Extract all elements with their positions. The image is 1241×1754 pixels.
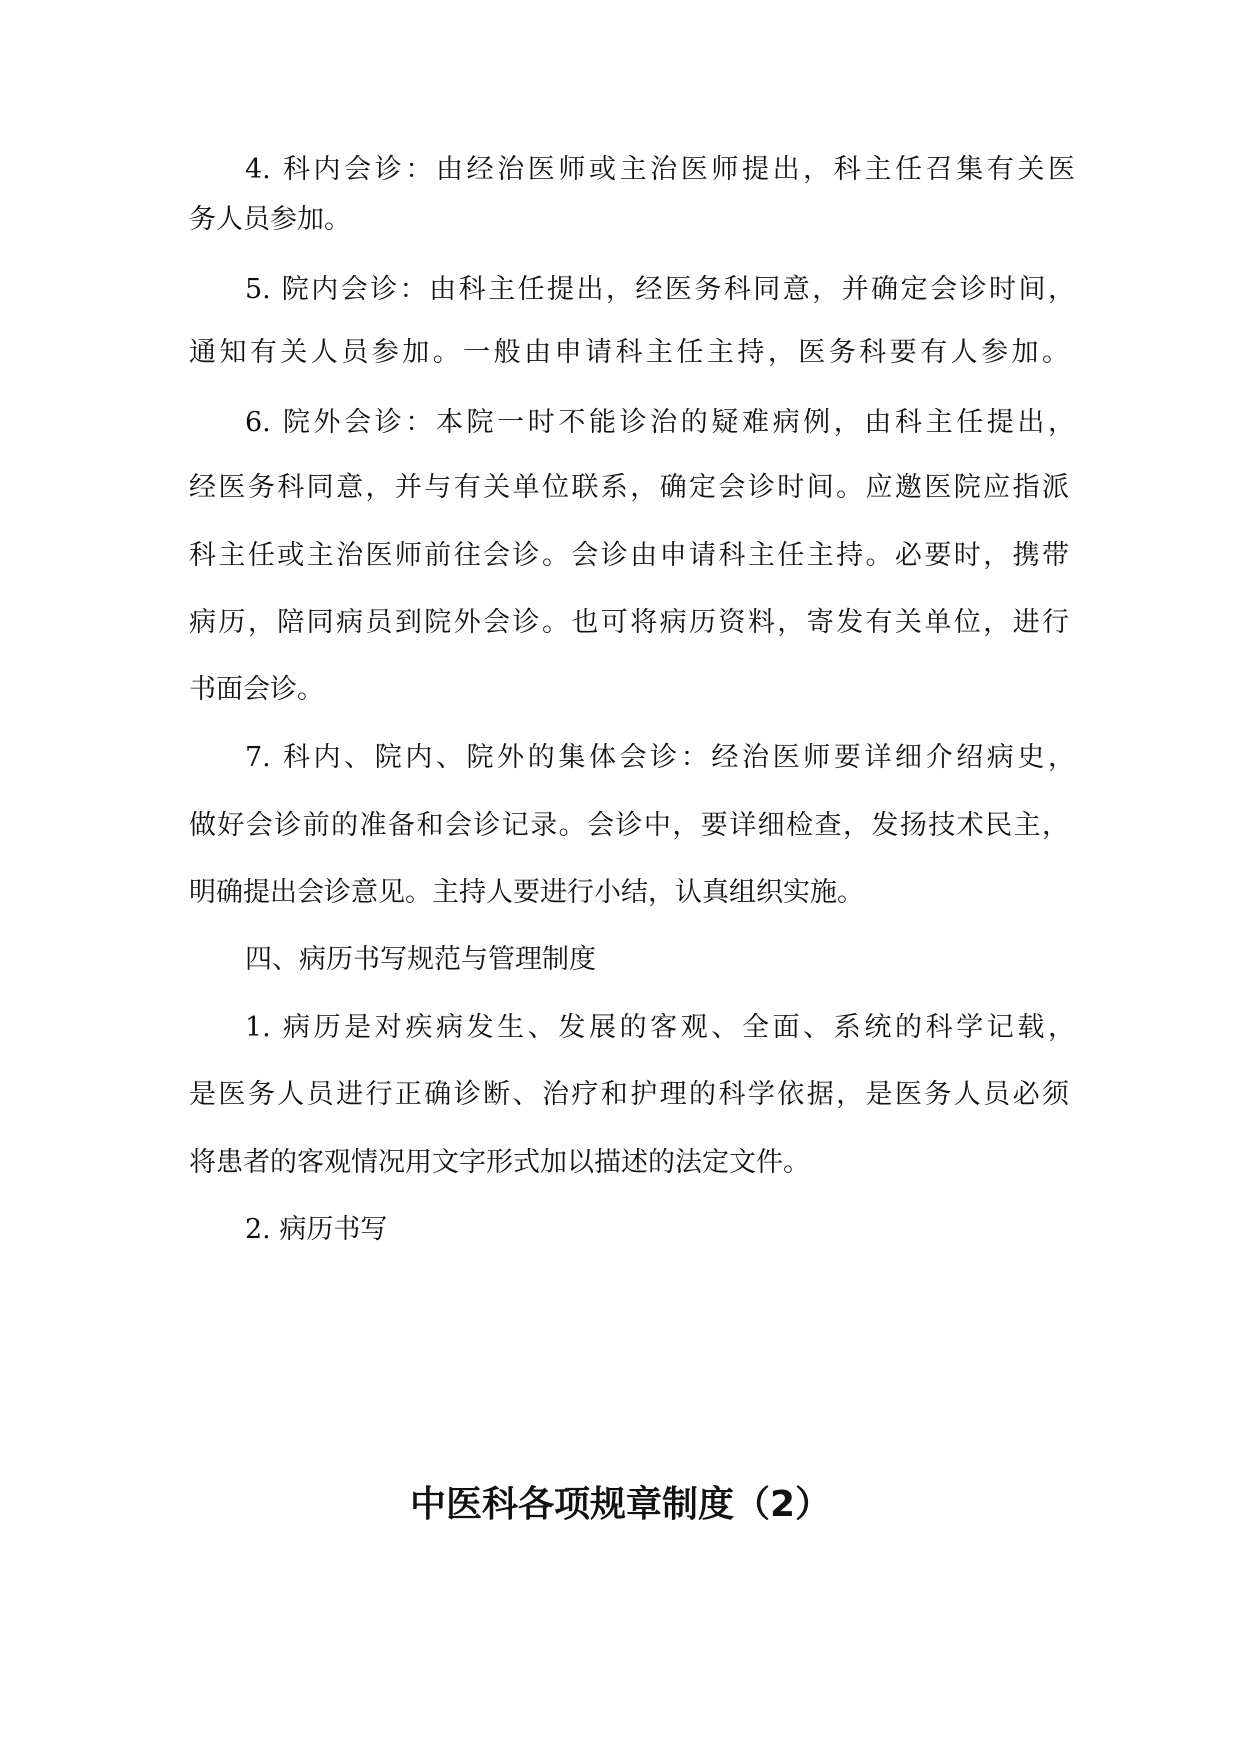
- paragraph-line: 5. 院内会诊：由科主任提出，经医务科同意，并确定会诊时间，: [245, 274, 1075, 305]
- paragraph-line: 2. 病历书写: [245, 1214, 388, 1245]
- page-title: 中医科各项规章制度（2）: [409, 1484, 832, 1525]
- paragraph-line: 1. 病历是对疾病发生、发展的客观、全面、系统的科学记载，: [245, 1012, 1075, 1043]
- paragraph-line: 通知有关人员参加。一般由申请科主任主持，医务科要有人参加。: [189, 337, 1069, 368]
- paragraph-line: 病历，陪同病员到院外会诊。也可将病历资料，寄发有关单位，进行: [189, 607, 1069, 638]
- paragraph-line: 明确提出会诊意见。主持人要进行小结，认真组织实施。: [189, 877, 864, 908]
- paragraph-line: 6. 院外会诊：本院一时不能诊治的疑难病例，由科主任提出，: [245, 407, 1075, 438]
- paragraph-line: 做好会诊前的准备和会诊记录。会诊中，要详细检查，发扬技术民主，: [189, 810, 1069, 841]
- paragraph-line: 科主任或主治医师前往会诊。会诊由申请科主任主持。必要时，携带: [189, 540, 1069, 571]
- paragraph-line: 务人员参加。: [189, 204, 351, 235]
- section-heading: 四、病历书写规范与管理制度: [245, 944, 596, 975]
- paragraph-line: 书面会诊。: [189, 674, 324, 705]
- paragraph-line: 经医务科同意，并与有关单位联系，确定会诊时间。应邀医院应指派: [189, 472, 1069, 503]
- paragraph-line: 是医务人员进行正确诊断、治疗和护理的科学依据，是医务人员必须: [189, 1079, 1069, 1110]
- paragraph-line: 4. 科内会诊：由经治医师或主治医师提出，科主任召集有关医: [245, 154, 1075, 185]
- paragraph-line: 7. 科内、院内、院外的集体会诊：经治医师要详细介绍病史，: [245, 742, 1075, 773]
- paragraph-line: 将患者的客观情况用文字形式加以描述的法定文件。: [189, 1147, 810, 1178]
